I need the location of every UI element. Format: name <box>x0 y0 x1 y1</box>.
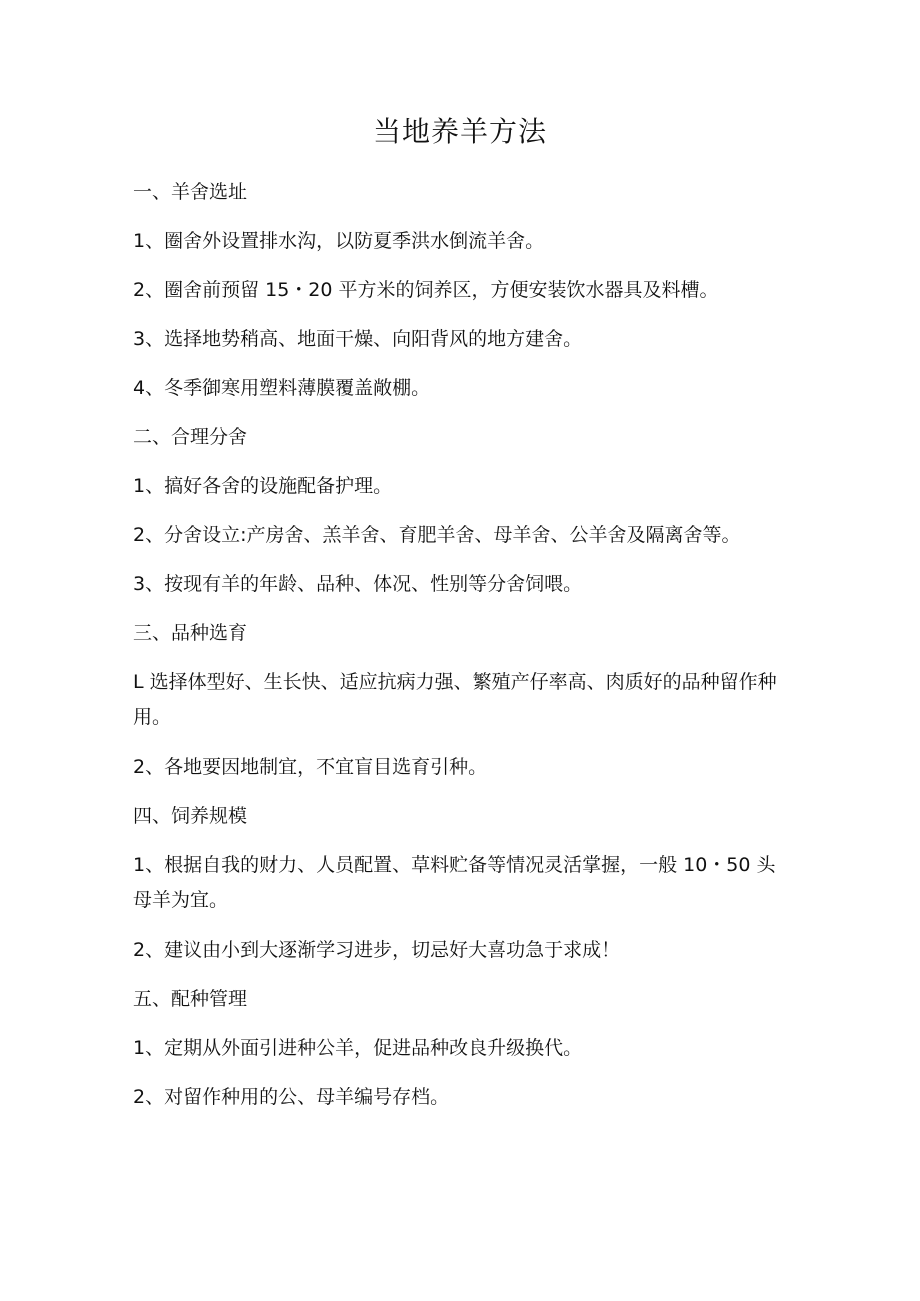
paragraph-record-keeping: 2、对留作种用的公、母羊编号存档。 <box>133 1086 450 1108</box>
paragraph-site-condition: 3、选择地势稍高、地面干燥、向阳背风的地方建舍。 <box>133 328 583 350</box>
document-title: 当地养羊方法 <box>372 115 547 148</box>
paragraph-drainage: 1、圈舍外设置排水沟，以防夏季洪水倒流羊舍。 <box>133 230 545 252</box>
paragraph-winter-cover: 4、冬季御寒用塑料薄膜覆盖敞棚。 <box>133 377 431 399</box>
section-heading-site-selection: 一、羊舍选址 <box>133 181 248 203</box>
paragraph-gradual-growth: 2、建议由小到大逐渐学习进步，切忌好大喜功急于求成！ <box>133 939 621 961</box>
section-heading-scale: 四、饲养规模 <box>133 805 248 827</box>
paragraph-pen-types: 2、分舍设立:产房舍、羔羊舍、育肥羊舍、母羊舍、公羊舍及隔离舍等。 <box>133 524 741 546</box>
paragraph-feeding-area: 2、圈舍前预留 15・20 平方米的饲养区，方便安装饮水器具及料槽。 <box>133 279 719 301</box>
paragraph-scale-guidance: 1、根据自我的财力、人员配置、草料贮备等情况灵活掌握，一般 10・50 头母羊为宜。 <box>133 854 776 911</box>
paragraph-facilities: 1、搞好各舍的设施配备护理。 <box>133 475 393 497</box>
section-heading-pen-allocation: 二、合理分舍 <box>133 426 248 448</box>
section-heading-mating-management: 五、配种管理 <box>133 988 248 1010</box>
section-heading-breed-selection: 三、品种选育 <box>133 622 248 644</box>
document-body <box>133 175 783 1129</box>
paragraph-introduce-rams: 1、定期从外面引进种公羊，促进品种改良升级换代。 <box>133 1037 583 1059</box>
paragraph-pen-grouping: 3、按现有羊的年龄、品种、体况、性别等分舍饲喂。 <box>133 573 583 595</box>
paragraph-breed-traits: L 选择体型好、生长快、适应抗病力强、繁殖产仔率高、肉质好的品种留作种用。 <box>133 671 777 728</box>
paragraph-local-breeding: 2、各地要因地制宜，不宜盲目选育引种。 <box>133 756 488 778</box>
